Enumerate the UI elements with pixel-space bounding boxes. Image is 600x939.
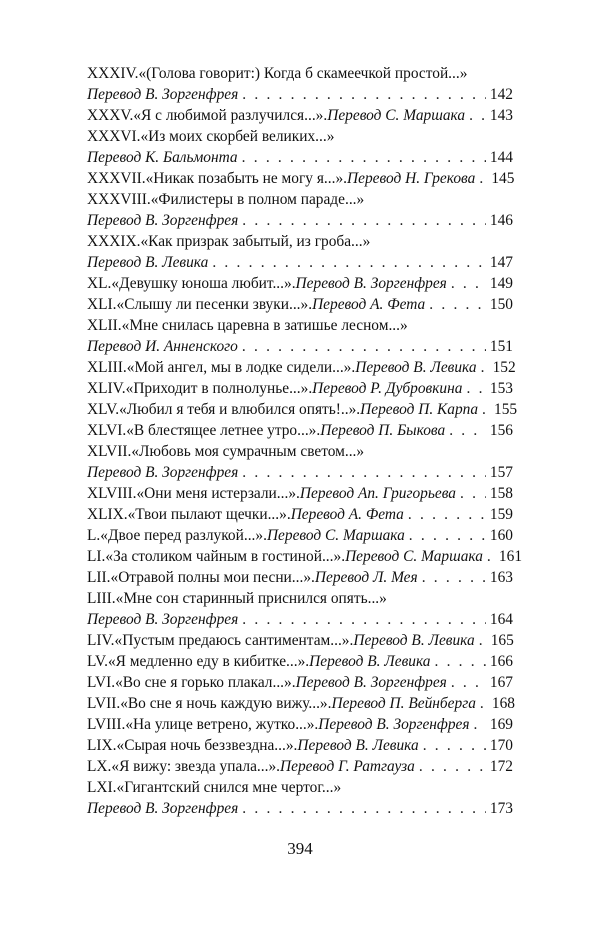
dot-leader (242, 609, 486, 630)
entry-translator: Перевод Л. Мея (314, 569, 418, 586)
entry-translator: Перевод К. Бальмонта (87, 149, 238, 166)
entry-title: «На улице ветрено, жутко...». (125, 716, 319, 733)
toc-entry-translator-line (87, 798, 513, 819)
entry-page: 170 (489, 737, 513, 754)
dot-leader (466, 378, 485, 399)
entry-translator: Перевод Г. Ратгауза (280, 758, 415, 775)
entry-number: LIV. (87, 632, 115, 649)
entry-page: 150 (489, 296, 513, 313)
entry-number: XLV. (87, 401, 120, 418)
entry-number: XLIII. (87, 359, 127, 376)
toc-entry-translator-line (87, 609, 513, 630)
entry-title: «Твои пылают щечки...». (127, 506, 291, 523)
entry-title: «В блестящее летнее утро...». (126, 422, 321, 439)
entry-translator: Перевод В. Левика (297, 737, 419, 754)
entry-translator: Перевод П. Вейнберга (331, 695, 476, 712)
toc-entry (87, 294, 513, 315)
entry-translator: Перевод В. Левика (87, 254, 209, 271)
toc-entry (87, 357, 516, 378)
toc-entry (87, 672, 513, 693)
dot-leader (242, 336, 486, 357)
entry-title: «Во сне я ночь каждую вижу...». (120, 695, 332, 712)
entry-number: LX. (87, 758, 112, 775)
dot-leader (451, 273, 486, 294)
entry-title: «Пустым предаюсь сантиментам...». (114, 632, 354, 649)
entry-page: 158 (489, 485, 513, 502)
entry-translator: Перевод С. Маршака (327, 107, 466, 124)
entry-translator: Перевод В. Левика (309, 653, 431, 670)
entry-translator: Перевод В. Левика (355, 359, 477, 376)
dot-leader (481, 357, 489, 378)
toc-entry-translator-line (87, 336, 513, 357)
entry-translator: Перевод В. Зоргенфрея (87, 212, 239, 229)
entry-translator: Перевод С. Маршака (345, 548, 483, 565)
entry-number: XLI. (87, 296, 117, 313)
entry-page: 160 (489, 527, 513, 544)
entry-translator: Перевод С. Маршака (266, 527, 405, 544)
toc-entry-title-line (87, 777, 513, 798)
dot-leader (434, 651, 485, 672)
entry-translator: Перевод В. Зоргенфрея (87, 611, 239, 628)
toc-entry (87, 693, 513, 714)
entry-translator: Перевод Ап. Григорьева (299, 485, 456, 502)
dot-leader (429, 294, 486, 315)
entry-translator: Перевод В. Левика (353, 632, 475, 649)
entry-translator: Перевод В. Зоргенфрея (87, 464, 239, 481)
table-of-contents (87, 63, 523, 819)
entry-number: XL. (87, 275, 112, 292)
dot-leader (409, 525, 486, 546)
toc-entry (87, 420, 513, 441)
entry-number: LIII. (87, 590, 116, 607)
dot-leader (242, 84, 486, 105)
entry-translator: Перевод И. Анненского (87, 338, 238, 355)
entry-number: XXXIX. (87, 233, 141, 250)
entry-page: 153 (489, 380, 513, 397)
toc-entry (87, 714, 513, 735)
entry-translator: Перевод В. Зоргенфрея (295, 674, 447, 691)
toc-entry-title-line (87, 189, 513, 210)
dot-leader (242, 147, 486, 168)
toc-entry-title-line (87, 231, 513, 252)
entry-translator: Перевод В. Зоргенфрея (318, 716, 470, 733)
entry-number: LVII. (87, 695, 121, 712)
toc-entry (87, 651, 513, 672)
entry-translator: Перевод В. Зоргенфрея (87, 86, 239, 103)
entry-number: LVI. (87, 674, 116, 691)
entry-title: «Любовь моя сумрачным светом...» (131, 443, 365, 460)
entry-number: XXXIV. (87, 65, 139, 82)
entry-page: 143 (489, 107, 513, 124)
dot-leader (242, 798, 486, 819)
entry-number: XLII. (87, 317, 122, 334)
entry-number: LXI. (87, 779, 117, 796)
entry-title: «Во сне я горько плакал...». (115, 674, 296, 691)
entry-page: 167 (489, 674, 513, 691)
entry-number: XXXV. (87, 107, 134, 124)
toc-entry-translator-line (87, 210, 513, 231)
toc-entry-translator-line (87, 462, 513, 483)
entry-title: «Девушку юноша любит...». (111, 275, 296, 292)
entry-page: 146 (489, 212, 513, 229)
entry-title: «Я вижу: звезда упала...». (111, 758, 281, 775)
toc-entry (87, 630, 513, 651)
toc-entry-title-line (87, 63, 513, 84)
dot-leader (242, 462, 486, 483)
toc-entry-translator-line (87, 84, 513, 105)
entry-title: «Гигантский снился мне чертог...» (116, 779, 342, 796)
dot-leader (482, 399, 490, 420)
entry-translator: Перевод П. Быкова (320, 422, 446, 439)
toc-entry (87, 378, 513, 399)
entry-number: L. (87, 527, 101, 544)
entry-page: 159 (489, 506, 513, 523)
toc-entry-title-line (87, 441, 513, 462)
entry-number: LIX. (87, 737, 117, 754)
entry-number: LII. (87, 569, 111, 586)
entry-translator: Перевод В. Зоргенфрея (87, 800, 239, 817)
entry-page: 173 (489, 800, 513, 817)
dot-leader (480, 693, 488, 714)
entry-number: XXXVI. (87, 128, 141, 145)
entry-page: 168 (491, 695, 515, 712)
entry-page: 144 (489, 149, 513, 166)
entry-translator: Перевод Н. Грекова (347, 170, 476, 187)
entry-page: 147 (489, 254, 513, 271)
entry-page: 145 (491, 170, 515, 187)
entry-page: 172 (489, 758, 513, 775)
dot-leader (408, 504, 486, 525)
toc-entry-translator-line (87, 147, 513, 168)
toc-entry (87, 273, 513, 294)
toc-entry (87, 168, 513, 189)
toc-entry-title-line (87, 588, 513, 609)
entry-page: 142 (489, 86, 513, 103)
entry-title: «Мой ангел, мы в лодке сидели...». (126, 359, 356, 376)
entry-translator: Перевод П. Карпа (360, 401, 479, 418)
toc-entry-title-line (87, 315, 513, 336)
dot-leader (469, 105, 486, 126)
entry-page: 156 (489, 422, 513, 439)
entry-number: LVIII. (87, 716, 126, 733)
entry-translator: Перевод А. Фета (290, 506, 404, 523)
dot-leader (487, 546, 495, 567)
entry-title: «Я медленно еду в кибитке...». (107, 653, 310, 670)
entry-title: «Никак позабыть не могу я...». (145, 170, 347, 187)
entry-title: «Мне сон старинный приснился опять...» (115, 590, 387, 607)
entry-page: 164 (489, 611, 513, 628)
toc-entry (87, 399, 518, 420)
entry-number: LV. (87, 653, 108, 670)
entry-number: XLIV. (87, 380, 126, 397)
entry-title: «(Голова говорит:) Когда б скамеечкой простой...» (138, 65, 468, 82)
entry-page: 149 (489, 275, 513, 292)
entry-translator: Перевод А. Фета (312, 296, 426, 313)
toc-entry (87, 546, 523, 567)
entry-number: XLIX. (87, 506, 128, 523)
dot-leader (479, 168, 487, 189)
entry-translator: Перевод Р. Дубровкина (312, 380, 463, 397)
page-number: 394 (287, 839, 313, 858)
entry-page: 151 (489, 338, 513, 355)
entry-number: XLVIII. (87, 485, 137, 502)
dot-leader (474, 714, 486, 735)
entry-title: «Сырая ночь беззвездна...». (116, 737, 298, 754)
toc-entry (87, 567, 513, 588)
entry-page: 165 (490, 632, 514, 649)
toc-entry (87, 735, 513, 756)
entry-title: «Я с любимой разлучился...». (133, 107, 328, 124)
dot-leader (449, 420, 486, 441)
entry-title: «Как призрак забытый, из гроба...» (140, 233, 371, 250)
toc-entry (87, 105, 513, 126)
entry-page: 166 (489, 653, 513, 670)
entry-number: XXXVII. (87, 170, 146, 187)
entry-title: «Из моих скорбей великих...» (140, 128, 335, 145)
dot-leader (479, 630, 487, 651)
dot-leader (242, 210, 486, 231)
entry-page: 155 (494, 401, 518, 418)
dot-leader (423, 735, 486, 756)
entry-title: «Приходит в полнолунье...». (125, 380, 313, 397)
entry-number: XXXVIII. (87, 191, 151, 208)
dot-leader (212, 252, 486, 273)
entry-number: XLVII. (87, 443, 132, 460)
toc-entry (87, 483, 513, 504)
toc-entry (87, 504, 513, 525)
entry-page: 169 (489, 716, 513, 733)
dot-leader (419, 756, 486, 777)
entry-title: «Отравой полны мои песни...». (110, 569, 315, 586)
entry-title: «Филистеры в полном параде...» (150, 191, 365, 208)
entry-title: «Они меня истерзали...». (136, 485, 300, 502)
toc-entry-translator-line (87, 252, 513, 273)
dot-leader (422, 567, 486, 588)
entry-title: «За столиком чайным в гостиной...». (105, 548, 346, 565)
entry-number: XLVI. (87, 422, 127, 439)
entry-page: 152 (492, 359, 516, 376)
toc-entry (87, 756, 513, 777)
entry-translator: Перевод В. Зоргенфрея (295, 275, 447, 292)
entry-title: «Любил я тебя и влюбился опять!..». (119, 401, 361, 418)
entry-page: 163 (489, 569, 513, 586)
toc-entry-title-line (87, 126, 513, 147)
entry-page: 157 (489, 464, 513, 481)
entry-page: 161 (498, 548, 523, 565)
toc-entry (87, 525, 513, 546)
dot-leader (460, 483, 486, 504)
dot-leader (451, 672, 486, 693)
entry-title: «Двое перед разлукой...». (100, 527, 267, 544)
entry-number: LI. (87, 548, 106, 565)
entry-title: «Слышу ли песенки звуки...». (116, 296, 313, 313)
entry-title: «Мне снилась царевна в затишье лесном...» (121, 317, 408, 334)
